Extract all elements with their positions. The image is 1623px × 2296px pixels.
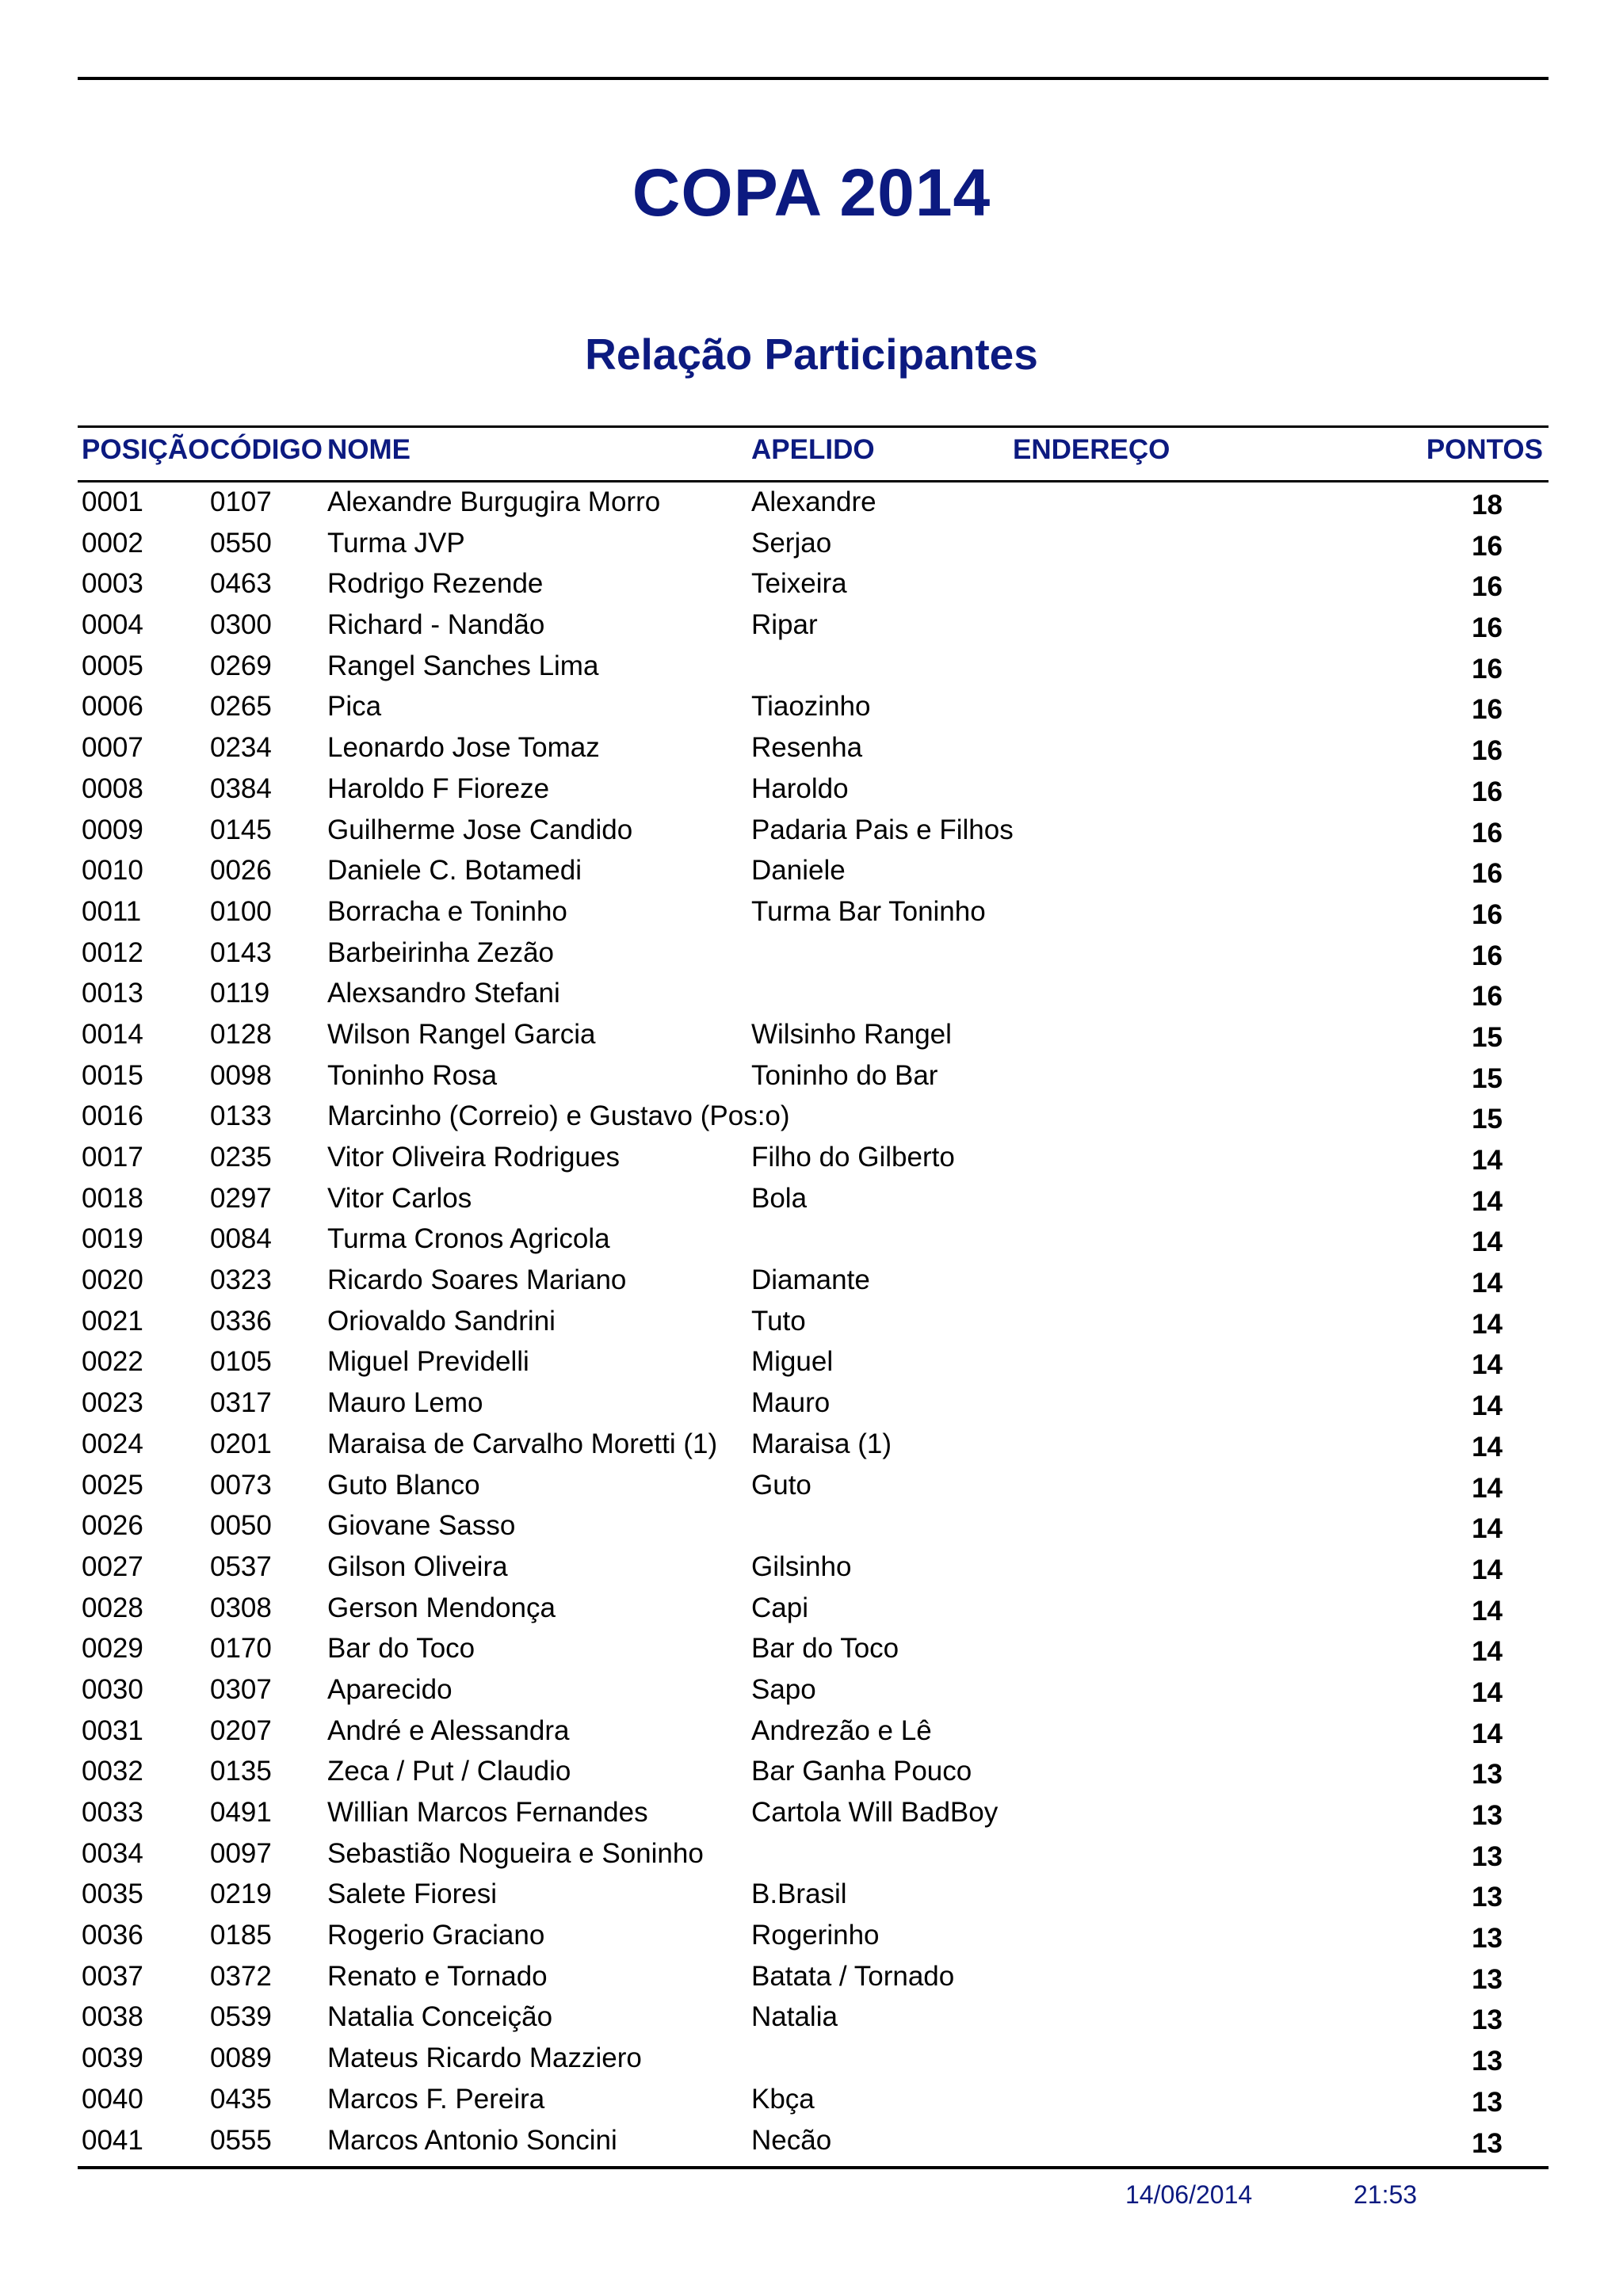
cell-nome: Marcinho (Correio) e Gustavo (Pos:o) bbox=[327, 1100, 790, 1132]
cell-apelido: Daniele bbox=[751, 855, 846, 887]
cell-posicao: 0040 bbox=[82, 2083, 143, 2115]
cell-apelido: Sapo bbox=[751, 1673, 816, 1705]
table-row bbox=[0, 1834, 1623, 1875]
cell-pontos: 13 bbox=[1472, 1963, 1503, 1995]
cell-posicao: 0017 bbox=[82, 1142, 143, 1173]
cell-pontos: 14 bbox=[1472, 1431, 1503, 1463]
cell-nome: Toninho Rosa bbox=[327, 1059, 498, 1091]
cell-apelido: Necão bbox=[751, 2124, 832, 2156]
cell-pontos: 16 bbox=[1472, 981, 1503, 1013]
cell-codigo: 0317 bbox=[210, 1387, 272, 1419]
cell-nome: Vitor Oliveira Rodrigues bbox=[327, 1142, 620, 1173]
cell-codigo: 0100 bbox=[210, 895, 272, 927]
table-row bbox=[0, 605, 1623, 646]
cell-apelido: Serjao bbox=[751, 527, 832, 559]
cell-codigo: 0026 bbox=[210, 855, 272, 887]
table-row bbox=[0, 687, 1623, 728]
table-header bbox=[0, 434, 1623, 474]
cell-codigo: 0372 bbox=[210, 1960, 272, 1992]
cell-pontos: 14 bbox=[1472, 1472, 1503, 1504]
cell-nome: Rangel Sanches Lima bbox=[327, 650, 599, 681]
header-pontos: PONTOS bbox=[1426, 434, 1543, 465]
cell-codigo: 0384 bbox=[210, 772, 272, 804]
cell-pontos: 13 bbox=[1472, 1923, 1503, 1955]
table-row bbox=[0, 892, 1623, 933]
cell-codigo: 0128 bbox=[210, 1018, 272, 1050]
cell-codigo: 0235 bbox=[210, 1142, 272, 1173]
cell-pontos: 16 bbox=[1472, 817, 1503, 849]
cell-posicao: 0019 bbox=[82, 1223, 143, 1255]
table-row bbox=[0, 1342, 1623, 1383]
cell-nome: Turma JVP bbox=[327, 527, 465, 559]
table-row bbox=[0, 1793, 1623, 1834]
cell-posicao: 0013 bbox=[82, 978, 143, 1009]
cell-codigo: 0105 bbox=[210, 1346, 272, 1378]
table-row bbox=[0, 1179, 1623, 1220]
cell-apelido: Guto bbox=[751, 1469, 812, 1501]
cell-pontos: 16 bbox=[1472, 898, 1503, 930]
bottom-rule bbox=[78, 2166, 1549, 2169]
cell-codigo: 0201 bbox=[210, 1428, 272, 1459]
cell-pontos: 14 bbox=[1472, 1718, 1503, 1749]
table-row bbox=[0, 1015, 1623, 1056]
cell-pontos: 13 bbox=[1472, 1759, 1503, 1791]
page-title: COPA 2014 bbox=[632, 155, 991, 230]
cell-pontos: 15 bbox=[1472, 1021, 1503, 1053]
cell-codigo: 0145 bbox=[210, 814, 272, 845]
cell-posicao: 0001 bbox=[82, 486, 143, 517]
cell-codigo: 0307 bbox=[210, 1673, 272, 1705]
cell-apelido: Teixeira bbox=[751, 568, 847, 600]
cell-nome: André e Alessandra bbox=[327, 1714, 570, 1746]
cell-pontos: 16 bbox=[1472, 735, 1503, 767]
cell-nome: Oriovaldo Sandrini bbox=[327, 1305, 556, 1337]
header-codigo: CÓDIGO bbox=[210, 434, 323, 465]
cell-codigo: 0107 bbox=[210, 486, 272, 517]
cell-codigo: 0219 bbox=[210, 1878, 272, 1910]
participants-table bbox=[0, 482, 1623, 2161]
cell-codigo: 0185 bbox=[210, 1920, 272, 1951]
cell-codigo: 0234 bbox=[210, 732, 272, 764]
cell-codigo: 0170 bbox=[210, 1633, 272, 1665]
cell-pontos: 16 bbox=[1472, 653, 1503, 685]
cell-nome: Haroldo F Fioreze bbox=[327, 772, 550, 804]
table-row bbox=[0, 974, 1623, 1015]
cell-codigo: 0555 bbox=[210, 2124, 272, 2156]
cell-apelido: Maraisa (1) bbox=[751, 1428, 892, 1459]
cell-posicao: 0033 bbox=[82, 1797, 143, 1828]
cell-apelido: Bola bbox=[751, 1182, 808, 1214]
cell-apelido: Kbça bbox=[751, 2083, 815, 2115]
cell-nome: Richard - Nandão bbox=[327, 609, 545, 641]
cell-nome: Gerson Mendonça bbox=[327, 1592, 556, 1623]
cell-pontos: 16 bbox=[1472, 858, 1503, 890]
cell-pontos: 14 bbox=[1472, 1308, 1503, 1340]
cell-apelido: Ripar bbox=[751, 609, 818, 641]
cell-posicao: 0035 bbox=[82, 1878, 143, 1910]
cell-codigo: 0269 bbox=[210, 650, 272, 681]
cell-apelido: Natalia bbox=[751, 2001, 838, 2033]
cell-apelido: Turma Bar Toninho bbox=[751, 895, 986, 927]
cell-codigo: 0073 bbox=[210, 1469, 272, 1501]
cell-nome: Rodrigo Rezende bbox=[327, 568, 544, 600]
cell-codigo: 0463 bbox=[210, 568, 272, 600]
cell-codigo: 0097 bbox=[210, 1837, 272, 1869]
cell-nome: Giovane Sasso bbox=[327, 1510, 516, 1542]
table-row bbox=[0, 810, 1623, 852]
cell-pontos: 16 bbox=[1472, 776, 1503, 807]
table-row bbox=[0, 1752, 1623, 1793]
table-row bbox=[0, 769, 1623, 810]
cell-posicao: 0006 bbox=[82, 691, 143, 723]
header-apelido: APELIDO bbox=[751, 434, 875, 465]
cell-pontos: 14 bbox=[1472, 1226, 1503, 1258]
cell-apelido: Bar do Toco bbox=[751, 1633, 899, 1665]
cell-nome: Miguel Previdelli bbox=[327, 1346, 529, 1378]
cell-apelido: Resenha bbox=[751, 732, 863, 764]
cell-posicao: 0024 bbox=[82, 1428, 143, 1459]
cell-nome: Maraisa de Carvalho Moretti (1) bbox=[327, 1428, 718, 1459]
cell-nome: Turma Cronos Agricola bbox=[327, 1223, 610, 1255]
cell-nome: Wilson Rangel Garcia bbox=[327, 1018, 596, 1050]
cell-codigo: 0300 bbox=[210, 609, 272, 641]
cell-pontos: 16 bbox=[1472, 612, 1503, 644]
cell-posicao: 0032 bbox=[82, 1756, 143, 1787]
table-row bbox=[0, 1506, 1623, 1547]
cell-posicao: 0009 bbox=[82, 814, 143, 845]
cell-nome: Vitor Carlos bbox=[327, 1182, 472, 1214]
table-row bbox=[0, 1219, 1623, 1261]
cell-nome: Guilherme Jose Candido bbox=[327, 814, 633, 845]
cell-pontos: 16 bbox=[1472, 694, 1503, 726]
cell-pontos: 16 bbox=[1472, 940, 1503, 971]
cell-codigo: 0135 bbox=[210, 1756, 272, 1787]
cell-nome: Natalia Conceição bbox=[327, 2001, 553, 2033]
cell-nome: Renato e Tornado bbox=[327, 1960, 548, 1992]
cell-pontos: 14 bbox=[1472, 1268, 1503, 1299]
cell-posicao: 0027 bbox=[82, 1550, 143, 1582]
table-row bbox=[0, 1547, 1623, 1589]
cell-apelido: Capi bbox=[751, 1592, 808, 1623]
cell-posicao: 0007 bbox=[82, 732, 143, 764]
table-row bbox=[0, 524, 1623, 565]
cell-pontos: 13 bbox=[1472, 1800, 1503, 1831]
cell-posicao: 0010 bbox=[82, 855, 143, 887]
header-nome: NOME bbox=[327, 434, 411, 465]
table-row bbox=[0, 2039, 1623, 2080]
cell-posicao: 0029 bbox=[82, 1633, 143, 1665]
cell-codigo: 0297 bbox=[210, 1182, 272, 1214]
table-row bbox=[0, 1097, 1623, 1138]
cell-posicao: 0023 bbox=[82, 1387, 143, 1419]
cell-posicao: 0034 bbox=[82, 1837, 143, 1869]
cell-codigo: 0491 bbox=[210, 1797, 272, 1828]
table-row bbox=[0, 2080, 1623, 2121]
cell-posicao: 0028 bbox=[82, 1592, 143, 1623]
cell-pontos: 14 bbox=[1472, 1676, 1503, 1708]
cell-apelido: B.Brasil bbox=[751, 1878, 847, 1910]
cell-posicao: 0011 bbox=[82, 895, 142, 927]
cell-nome: Mauro Lemo bbox=[327, 1387, 483, 1419]
cell-apelido: Miguel bbox=[751, 1346, 834, 1378]
table-row bbox=[0, 1916, 1623, 1957]
cell-nome: Mateus Ricardo Mazziero bbox=[327, 2042, 642, 2074]
cell-apelido: Gilsinho bbox=[751, 1550, 852, 1582]
cell-posicao: 0037 bbox=[82, 1960, 143, 1992]
cell-nome: Daniele C. Botamedi bbox=[327, 855, 582, 887]
cell-pontos: 14 bbox=[1472, 1390, 1503, 1422]
table-row bbox=[0, 1875, 1623, 1916]
cell-posicao: 0038 bbox=[82, 2001, 143, 2033]
cell-pontos: 13 bbox=[1472, 1840, 1503, 1872]
cell-apelido: Batata / Tornado bbox=[751, 1960, 955, 1992]
table-row bbox=[0, 1997, 1623, 2039]
footer-date: 14/06/2014 bbox=[1125, 2180, 1253, 2209]
cell-nome: Ricardo Soares Mariano bbox=[327, 1264, 627, 1296]
cell-posicao: 0030 bbox=[82, 1673, 143, 1705]
cell-codigo: 0089 bbox=[210, 2042, 272, 2074]
cell-nome: Bar do Toco bbox=[327, 1633, 475, 1665]
table-row bbox=[0, 933, 1623, 974]
table-row bbox=[0, 1302, 1623, 1343]
cell-pontos: 13 bbox=[1472, 2004, 1503, 2036]
footer-time: 21:53 bbox=[1354, 2180, 1418, 2209]
cell-codigo: 0435 bbox=[210, 2083, 272, 2115]
cell-posicao: 0022 bbox=[82, 1346, 143, 1378]
cell-posicao: 0012 bbox=[82, 936, 143, 968]
cell-apelido: Wilsinho Rangel bbox=[751, 1018, 952, 1050]
cell-codigo: 0098 bbox=[210, 1059, 272, 1091]
cell-nome: Salete Fioresi bbox=[327, 1878, 497, 1910]
cell-nome: Borracha e Toninho bbox=[327, 895, 567, 927]
table-row bbox=[0, 1629, 1623, 1670]
cell-apelido: Haroldo bbox=[751, 772, 849, 804]
cell-codigo: 0308 bbox=[210, 1592, 272, 1623]
cell-posicao: 0016 bbox=[82, 1100, 143, 1132]
table-row bbox=[0, 1466, 1623, 1507]
cell-codigo: 0537 bbox=[210, 1550, 272, 1582]
cell-nome: Leonardo Jose Tomaz bbox=[327, 732, 600, 764]
cell-apelido: Cartola Will BadBoy bbox=[751, 1797, 999, 1828]
table-row bbox=[0, 1589, 1623, 1630]
cell-nome: Gilson Oliveira bbox=[327, 1550, 508, 1582]
cell-pontos: 16 bbox=[1472, 571, 1503, 603]
cell-posicao: 0014 bbox=[82, 1018, 143, 1050]
cell-apelido: Andrezão e Lê bbox=[751, 1714, 932, 1746]
cell-posicao: 0021 bbox=[82, 1305, 143, 1337]
page-subtitle: Relação Participantes bbox=[585, 330, 1038, 379]
cell-pontos: 14 bbox=[1472, 1185, 1503, 1217]
cell-nome: Pica bbox=[327, 691, 382, 723]
top-rule bbox=[78, 77, 1549, 80]
cell-posicao: 0020 bbox=[82, 1264, 143, 1296]
cell-codigo: 0084 bbox=[210, 1223, 272, 1255]
cell-codigo: 0119 bbox=[210, 978, 270, 1009]
cell-posicao: 0026 bbox=[82, 1510, 143, 1542]
cell-pontos: 14 bbox=[1472, 1595, 1503, 1627]
table-row bbox=[0, 1711, 1623, 1753]
cell-apelido: Tiaozinho bbox=[751, 691, 871, 723]
cell-pontos: 13 bbox=[1472, 2046, 1503, 2077]
cell-pontos: 14 bbox=[1472, 1349, 1503, 1381]
cell-posicao: 0041 bbox=[82, 2124, 143, 2156]
cell-apelido: Padaria Pais e Filhos bbox=[751, 814, 1014, 845]
cell-pontos: 13 bbox=[1472, 1882, 1503, 1913]
cell-posicao: 0025 bbox=[82, 1469, 143, 1501]
cell-posicao: 0036 bbox=[82, 1920, 143, 1951]
cell-apelido: Mauro bbox=[751, 1387, 831, 1419]
cell-nome: Guto Blanco bbox=[327, 1469, 480, 1501]
cell-pontos: 14 bbox=[1472, 1554, 1503, 1585]
cell-apelido: Alexandre bbox=[751, 486, 876, 517]
table-row bbox=[0, 1138, 1623, 1179]
cell-codigo: 0336 bbox=[210, 1305, 272, 1337]
table-row bbox=[0, 728, 1623, 769]
cell-codigo: 0539 bbox=[210, 2001, 272, 2033]
table-row bbox=[0, 1261, 1623, 1302]
cell-codigo: 0323 bbox=[210, 1264, 272, 1296]
table-row bbox=[0, 564, 1623, 605]
table-row bbox=[0, 1383, 1623, 1425]
table-row bbox=[0, 2121, 1623, 2162]
cell-posicao: 0008 bbox=[82, 772, 143, 804]
cell-posicao: 0031 bbox=[82, 1714, 143, 1746]
header-top-rule bbox=[78, 425, 1549, 428]
cell-apelido: Rogerinho bbox=[751, 1920, 880, 1951]
cell-nome: Marcos F. Pereira bbox=[327, 2083, 545, 2115]
table-row bbox=[0, 851, 1623, 892]
cell-apelido: Toninho do Bar bbox=[751, 1059, 938, 1091]
table-row bbox=[0, 646, 1623, 688]
cell-pontos: 13 bbox=[1472, 2127, 1503, 2159]
cell-nome: Alexandre Burgugira Morro bbox=[327, 486, 661, 517]
cell-pontos: 18 bbox=[1472, 490, 1503, 521]
cell-posicao: 0003 bbox=[82, 568, 143, 600]
cell-posicao: 0039 bbox=[82, 2042, 143, 2074]
header-endereco: ENDEREÇO bbox=[1013, 434, 1170, 465]
cell-posicao: 0015 bbox=[82, 1059, 143, 1091]
cell-posicao: 0018 bbox=[82, 1182, 143, 1214]
table-row bbox=[0, 1056, 1623, 1097]
cell-nome: Willian Marcos Fernandes bbox=[327, 1797, 648, 1828]
cell-apelido: Tuto bbox=[751, 1305, 806, 1337]
cell-codigo: 0143 bbox=[210, 936, 272, 968]
cell-nome: Aparecido bbox=[327, 1673, 453, 1705]
cell-pontos: 14 bbox=[1472, 1145, 1503, 1176]
cell-nome: Sebastião Nogueira e Soninho bbox=[327, 1837, 704, 1869]
cell-pontos: 14 bbox=[1472, 1513, 1503, 1545]
cell-nome: Zeca / Put / Claudio bbox=[327, 1756, 571, 1787]
cell-nome: Marcos Antonio Soncini bbox=[327, 2124, 617, 2156]
cell-codigo: 0133 bbox=[210, 1100, 272, 1132]
table-row bbox=[0, 1425, 1623, 1466]
cell-codigo: 0265 bbox=[210, 691, 272, 723]
cell-codigo: 0550 bbox=[210, 527, 272, 559]
cell-codigo: 0207 bbox=[210, 1714, 272, 1746]
cell-pontos: 13 bbox=[1472, 2086, 1503, 2118]
cell-posicao: 0005 bbox=[82, 650, 143, 681]
cell-apelido: Filho do Gilberto bbox=[751, 1142, 955, 1173]
cell-pontos: 15 bbox=[1472, 1104, 1503, 1135]
cell-apelido: Diamante bbox=[751, 1264, 870, 1296]
cell-pontos: 14 bbox=[1472, 1636, 1503, 1668]
cell-pontos: 15 bbox=[1472, 1062, 1503, 1094]
cell-pontos: 16 bbox=[1472, 530, 1503, 562]
cell-nome: Alexsandro Stefani bbox=[327, 978, 560, 1009]
table-row bbox=[0, 1957, 1623, 1998]
cell-posicao: 0002 bbox=[82, 527, 143, 559]
header-posicao: POSIÇÃO bbox=[82, 434, 210, 465]
cell-apelido: Bar Ganha Pouco bbox=[751, 1756, 972, 1787]
cell-codigo: 0050 bbox=[210, 1510, 272, 1542]
cell-posicao: 0004 bbox=[82, 609, 143, 641]
cell-nome: Rogerio Graciano bbox=[327, 1920, 545, 1951]
table-row bbox=[0, 482, 1623, 524]
cell-nome: Barbeirinha Zezão bbox=[327, 936, 554, 968]
table-row bbox=[0, 1670, 1623, 1711]
